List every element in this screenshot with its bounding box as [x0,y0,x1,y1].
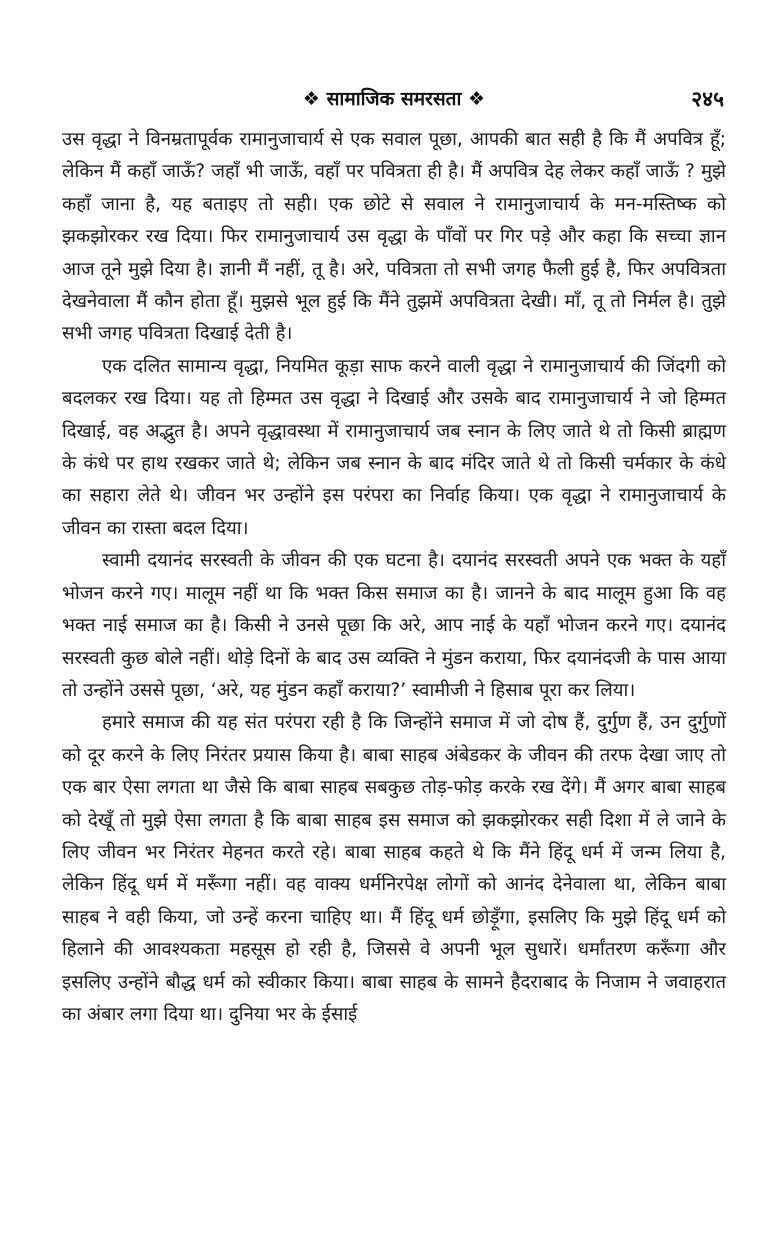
paragraph-2: एक दलित सामान्य वृद्धा, नियमित कूड़ा साफ करने वाली वृद्धा ने रामानुजाचार्य की जिंदगी को बदलकर रख दिया। यह तो हिम्मत उस वृद्धा ने दिखाई और उसके बाद रामानुजाचार्य ने जो हिम्मत दिखाई, वह अद्भुत है। अपने वृद्धावस्था में रामानुजाचार्य जब स्नान के लिए जाते थे तो किसी ब्राह्मण के कंधे पर हाथ रखकर जाते थे; लेकिन जब स्नान के बाद मंदिर जाते थे तो किसी चर्मकार के कंधे का सहारा लेते थे। जीवन भर उन्होंने इस परंपरा का निर्वाह किया। एक वृद्धा ने रामानुजाचार्य के जीवन का रास्ता बदल दिया। [62,355,726,539]
chapter-title: ❖ सामाजिक समरसता ❖ [302,88,486,110]
paragraph-1: उस वृद्धा ने विनम्रतापूर्वक रामानुजाचार्य से एक सवाल पूछा, आपकी बात सही है कि मैं अपवित्र हूँ; लेकिन मैं कहाँ जाऊँ? जहाँ भी जाऊँ, वहाँ पर पवित्रता ही है। मैं अपवित्र देह लेकर कहाँ जाऊँ ? मुझे कहाँ जाना है, यह बताइए तो सही। एक छोटे से सवाल ने रामानुजाचार्य के मन-मस्तिष्क को झकझोरकर रख दिया। फिर रामानुजाचार्य उस वृद्धा के पाँवों पर गिर पड़े और कहा कि सच्चा ज्ञान आज तूने मुझे दिया है। ज्ञानी मैं नहीं, तू है। अरे, पवित्रता तो सभी जगह फैली हुई है, फिर अपवित्रता देखनेवाला मैं कौन होता हूँ। मुझसे भूल हुई कि मैंने तुझमें अपवित्रता देखी। माँ, तू तो निर्मल है। तुझे सभी जगह पवित्रता दिखाई देती है। [62,129,726,345]
paragraph-4: हमारे समाज की यह संत परंपरा रही है कि जिन्होंने समाज में जो दोष हैं, दुर्गुण हैं, उन दुर्गुणों को दूर करने के लिए निरंतर प्रयास किया है। बाबा साहब अंबेडकर के जीवन की तरफ देखा जाए तो एक बार ऐसा लगता था जैसे कि बाबा साहब सबकुछ तोड़-फोड़ करके रख देंगे। मैं अगर बाबा साहब को देखूँ तो मुझे ऐसा लगता है कि बाबा साहब इस समाज को झकझोरकर सही दिशा में ले जाने के लिए जीवन भर निरंतर मेहनत करते रहे। बाबा साहब कहते थे कि मैंने हिंदू धर्म में जन्म लिया है, लेकिन हिंदू धर्म में मरूँगा नहीं। वह वाक्य धर्मनिरपेक्ष लोगों को आनंद देनेवाला था, लेकिन बाबा साहब ने वही किया, जो उन्हें करना चाहिए था। मैं हिंदू धर्म छोड़ूँगा, इसलिए कि मुझे हिंदू धर्म को हिलाने की आवश्यकता महसूस हो रही है, जिससे वे अपनी भूल सुधारें। धर्मांतरण करूँगा और इसलिए उन्होंने बौद्ध धर्म को स्वीकार किया। बाबा साहब के सामने हैदराबाद के निजाम ने जवाहरात का अंबार लगा दिया था। दुनिया भर के ईसाई [62,712,726,1025]
paragraph-3: स्वामी दयानंद सरस्वती के जीवन की एक घटना है। दयानंद सरस्वती अपने एक भक्त के यहाँ भोजन करने गए। मालूम नहीं था कि भक्त किस समाज का है। जानने के बाद मालूम हुआ कि वह भक्त नाई समाज का है। किसी ने उनसे पूछा कि अरे, आप नाई के यहाँ भोजन करने गए। दयानंद सरस्वती कुछ बोले नहीं। थोड़े दिनों के बाद उस व्यक्ति ने मुंडन कराया, फिर दयानंदजी के पास आया तो उन्होंने उससे पूछा, ‘अरे, यह मुंडन कहाँ कराया?’ स्वामीजी ने हिसाब पूरा कर लिया। [62,550,726,701]
running-header [62,82,726,116]
body-text [62,124,726,1031]
page-number: २४५ [691,87,724,111]
